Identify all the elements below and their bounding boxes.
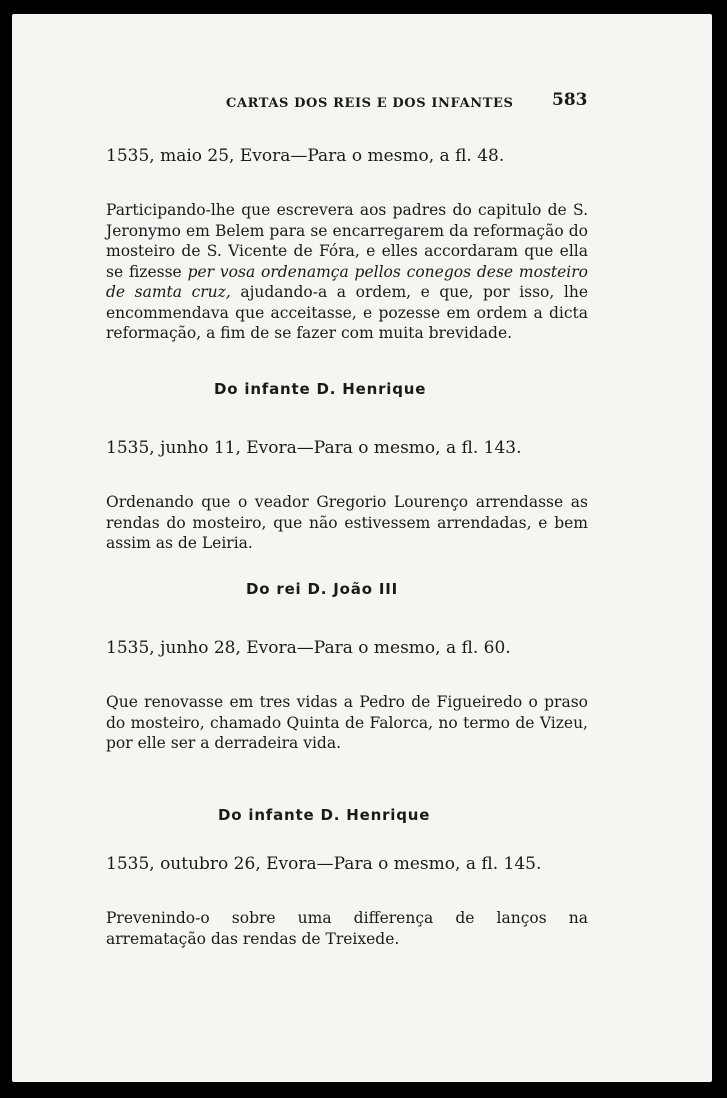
page-number: 583 xyxy=(552,90,588,110)
entry-summary: Prevenindo-o sobre uma differença de lanços na arrematação das rendas de Treixede. xyxy=(106,909,588,948)
entry-summary-text: Participando-lhe que escrevera aos padres do capitulo de S. Jeronymo em Belem para se encarregarem da reformação do mosteiro de S. Vicente de Fóra, e elles accordaram que ella se fizesse xyxy=(106,201,588,281)
document-page xyxy=(12,14,712,1082)
section-heading: Do rei D. João III xyxy=(246,580,398,598)
entry-summary: Que renovasse em tres vidas a Pedro de Figueiredo o praso do mosteiro, chamado Quinta de Falorca, no termo de Vizeu, por elle ser a derradeira vida. xyxy=(106,693,588,752)
entry-summary-quote: per vosa ordenamça pellos conegos dese mosteiro de samta cruz, xyxy=(106,262,588,301)
entry-date-line: 1535, junho 28, Evora—Para o mesmo, a fl. 60. xyxy=(106,638,511,658)
section-heading: Do infante D. Henrique xyxy=(218,806,431,824)
running-header: CARTAS DOS REIS E DOS INFANTES xyxy=(226,96,514,111)
section-heading: Do infante D. Henrique xyxy=(214,380,427,398)
entry-date-line: 1535, outubro 26, Evora—Para o mesmo, a fl. 145. xyxy=(106,854,542,874)
page-content xyxy=(12,14,712,1082)
entry-date-line: 1535, maio 25, Evora—Para o mesmo, a fl. 48. xyxy=(106,146,505,166)
entry-date-line: 1535, junho 11, Evora—Para o mesmo, a fl. 143. xyxy=(106,438,522,458)
entry-summary: Ordenando que o veador Gregorio Lourenço arrendasse as rendas do mosteiro, que não estivessem arrendadas, e bem assim as de Leiria. xyxy=(106,493,588,552)
entry-summary xyxy=(106,200,588,344)
entry-summary-text: ajudando-a a ordem, e que, por isso, lhe encommendava que acceitasse, e pozesse em ordem a dicta reformação, a fim de se fazer com muita brevidade. xyxy=(106,283,588,342)
